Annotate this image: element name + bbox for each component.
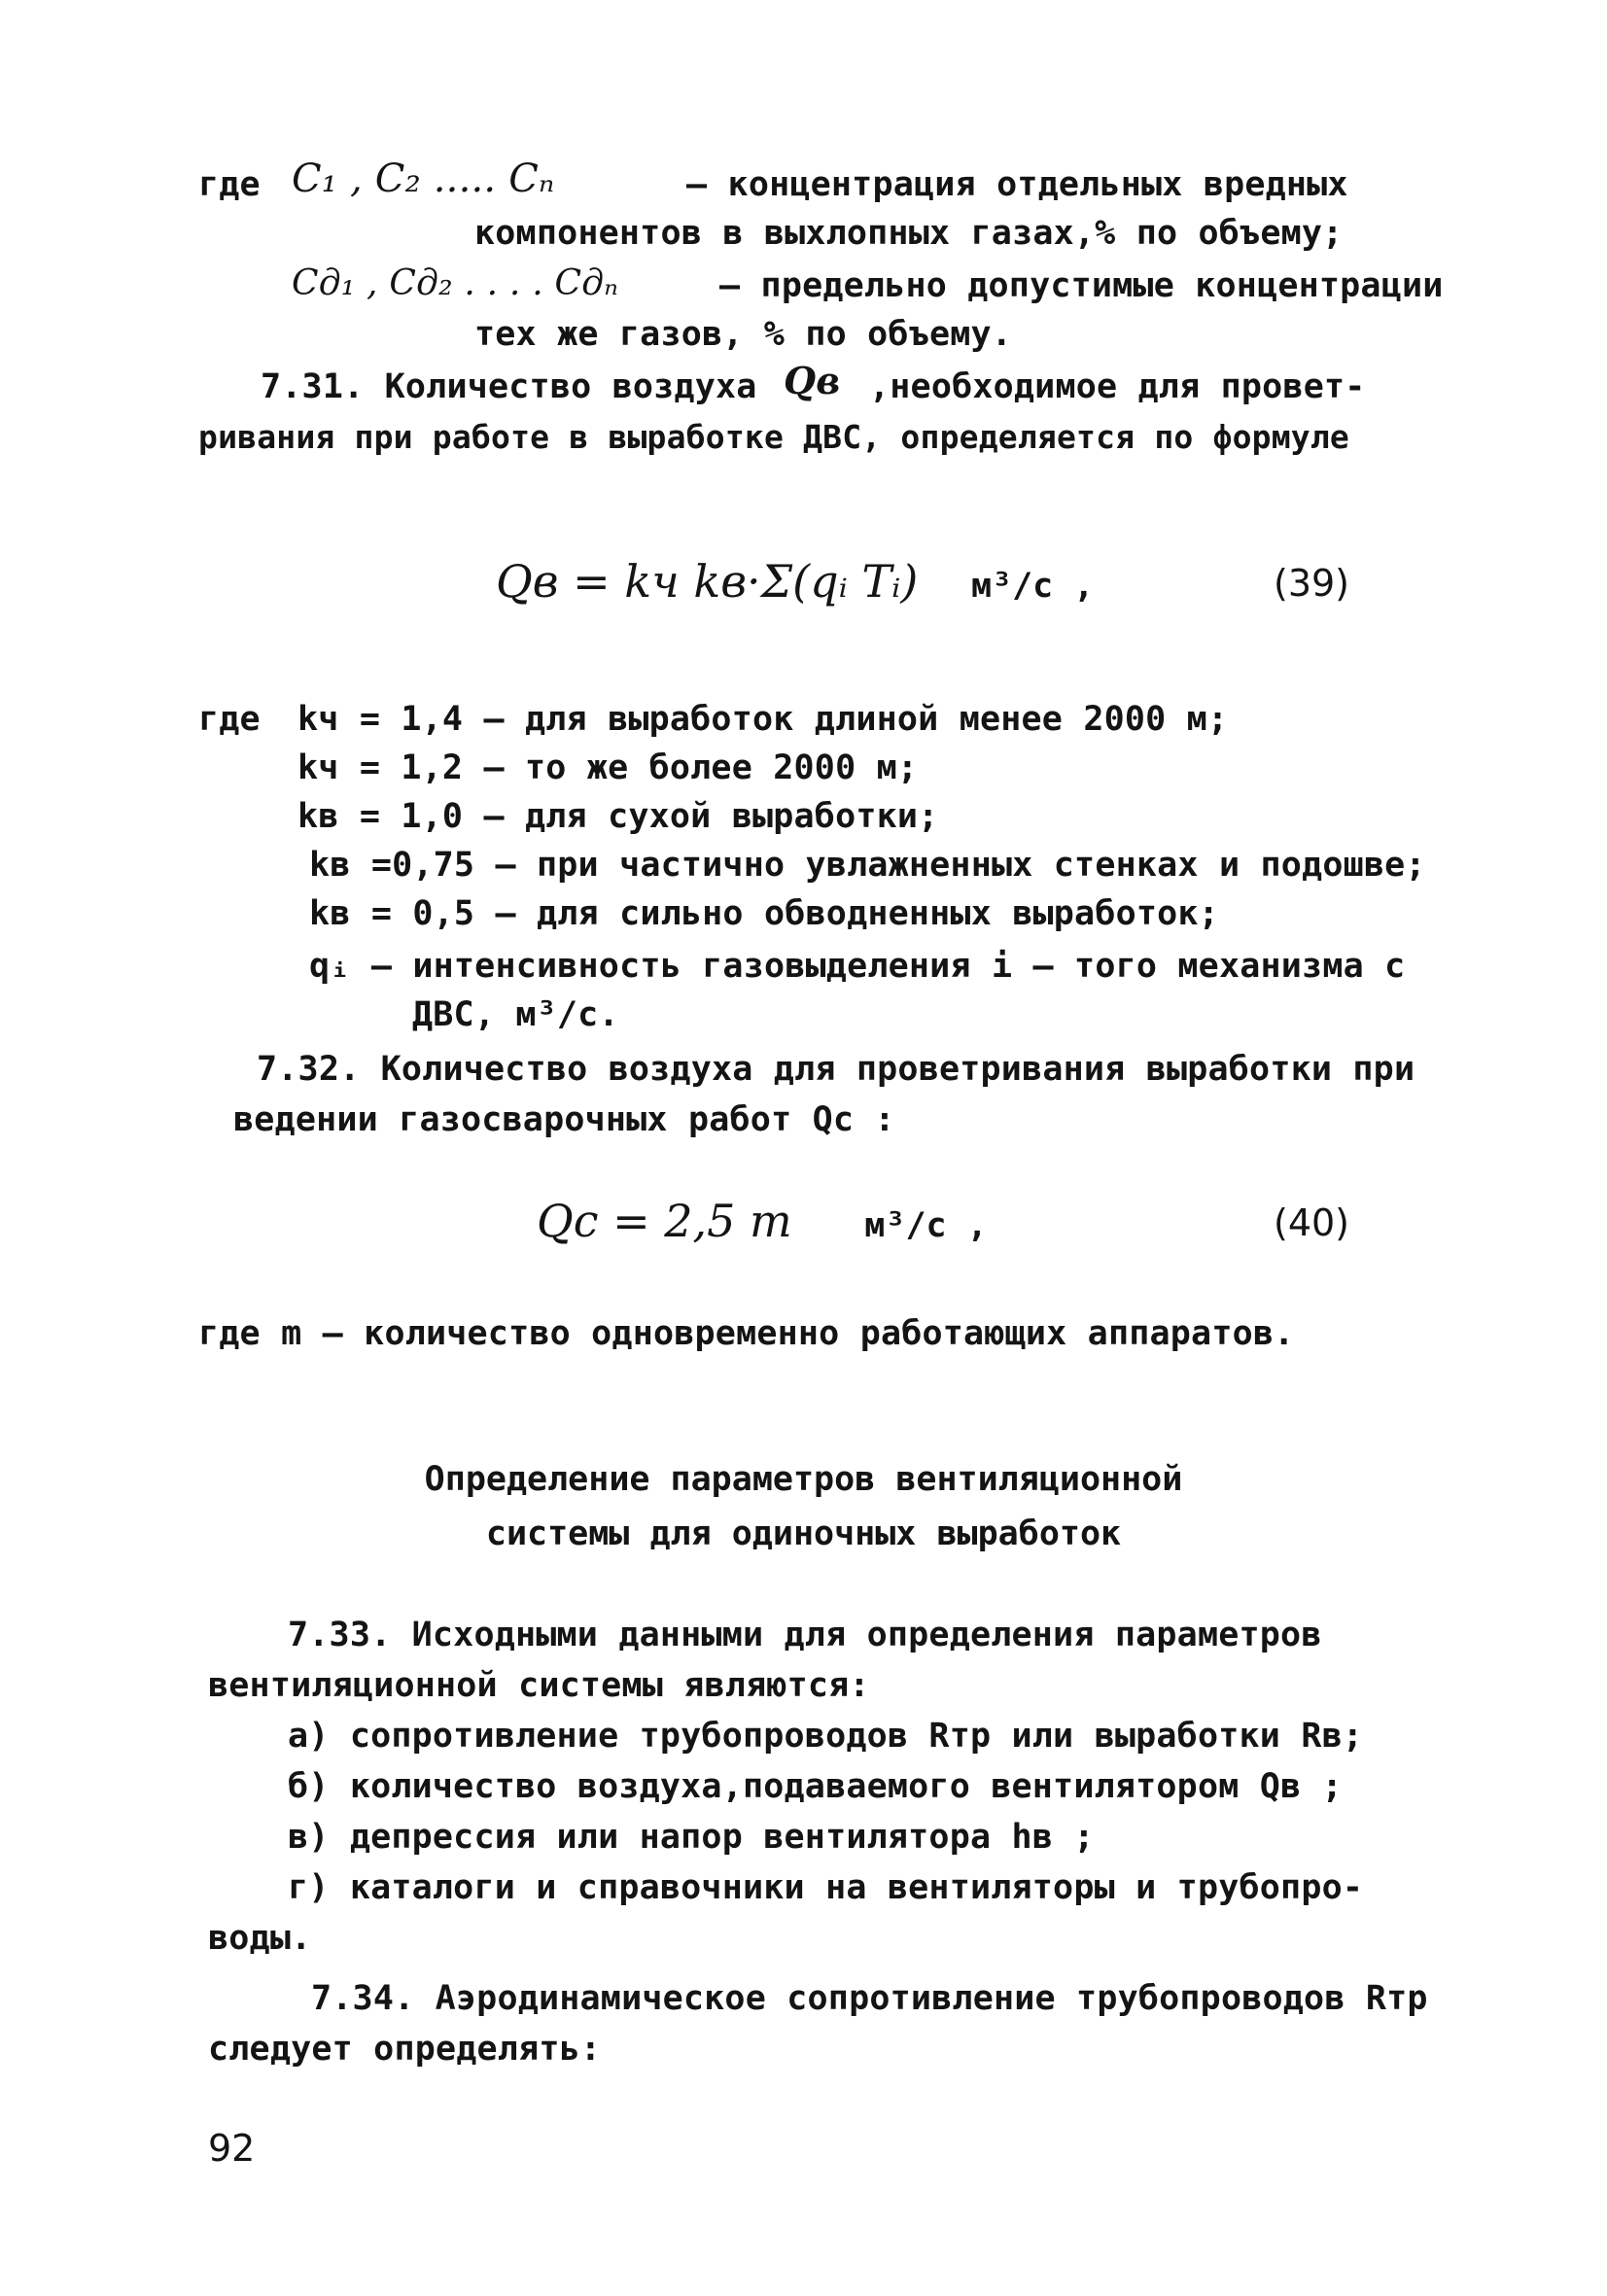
cd-symbols: Cд₁ , Cд₂ . . . . Cдₙ <box>292 263 619 303</box>
formula-39-expression: Qв = kч kв·Σ(qᵢ Tᵢ) <box>496 555 919 608</box>
p734-line-2: следует определять: <box>208 2030 602 2069</box>
section-heading-line-1: Определение параметров вентиляционной <box>424 1460 1183 1499</box>
p732-line-1: 7.32. Количество воздуха для проветривания выработки при <box>257 1050 1415 1089</box>
formula-40-number: (40) <box>1274 1201 1350 1244</box>
formula-40 <box>537 1194 988 1253</box>
p731-line-1b: ,необходимое для провет- <box>869 367 1366 406</box>
m-definition: где m – количество одновременно работающих аппаратов. <box>198 1314 1295 1353</box>
p733-item-g-1: г) каталоги и справочники на вентиляторы и трубопро- <box>288 1868 1364 1907</box>
coeff-qi-1: qᵢ – интенсивность газовыделения i – того механизма с <box>309 947 1406 986</box>
coeff-kch-1: kч = 1,4 – для выработок длиной менее 2000 м; <box>297 700 1229 739</box>
p733-item-v: в) депрессия или напор вентилятора hв ; <box>288 1818 1095 1857</box>
p734-line-1: 7.34. Аэродинамическое сопротивление трубопроводов Rтр <box>311 1979 1428 2018</box>
formula-39-units: м³/с , <box>970 567 1095 606</box>
p733-line-2: вентиляционной системы являются: <box>208 1666 870 1705</box>
formula-39 <box>496 554 1094 613</box>
formula-40-units: м³/с , <box>864 1206 988 1245</box>
p732-line-2: ведении газосварочных работ Qс : <box>233 1100 895 1139</box>
p733-item-g-2: воды. <box>208 1919 312 1958</box>
coeff-kv-1: kв = 1,0 – для сухой выработки; <box>297 797 939 836</box>
cd-definition-line-1: – предельно допустимые концентрации <box>719 266 1444 305</box>
cd-definition-line-2: тех же газов, % по объему. <box>474 315 1013 354</box>
coeff-kv-2: kв =0,75 – при частично увлажненных стенках и подошве; <box>309 846 1426 885</box>
p731-line-2: ривания при работе в выработке ДВС, определяется по формуле <box>198 418 1349 456</box>
where-label-c: где <box>198 165 261 204</box>
c-definition-line-2: компонентов в выхлопных газах,% по объему; <box>474 214 1344 253</box>
coeff-kv-3: kв = 0,5 – для сильно обводненных выработок; <box>309 894 1219 933</box>
p731-symbol-qv: Qв <box>784 359 841 402</box>
c-definition-line-1: – концентрация отдельных вредных <box>686 165 1348 204</box>
coeff-qi-2: ДВС, м³/с. <box>412 995 619 1034</box>
c-symbols: C₁ , C₂ ..... Cₙ <box>292 157 555 201</box>
section-heading-line-2: системы для одиночных выработок <box>485 1514 1122 1553</box>
page-number: 92 <box>208 2127 256 2170</box>
formula-40-expression: Qс = 2,5 m <box>537 1195 792 1247</box>
p733-item-a: а) сопротивление трубопроводов Rтр или выработки Rв; <box>288 1717 1364 1756</box>
p733-item-b: б) количество воздуха,подаваемого вентилятором Qв ; <box>288 1767 1343 1806</box>
p733-line-1: 7.33. Исходными данными для определения параметров <box>288 1616 1322 1654</box>
formula-39-number: (39) <box>1274 562 1350 605</box>
coeff-kch-2: kч = 1,2 – то же более 2000 м; <box>297 748 919 787</box>
p731-line-1a: 7.31. Количество воздуха <box>261 367 757 406</box>
coeffs-where-label: где <box>198 700 261 739</box>
